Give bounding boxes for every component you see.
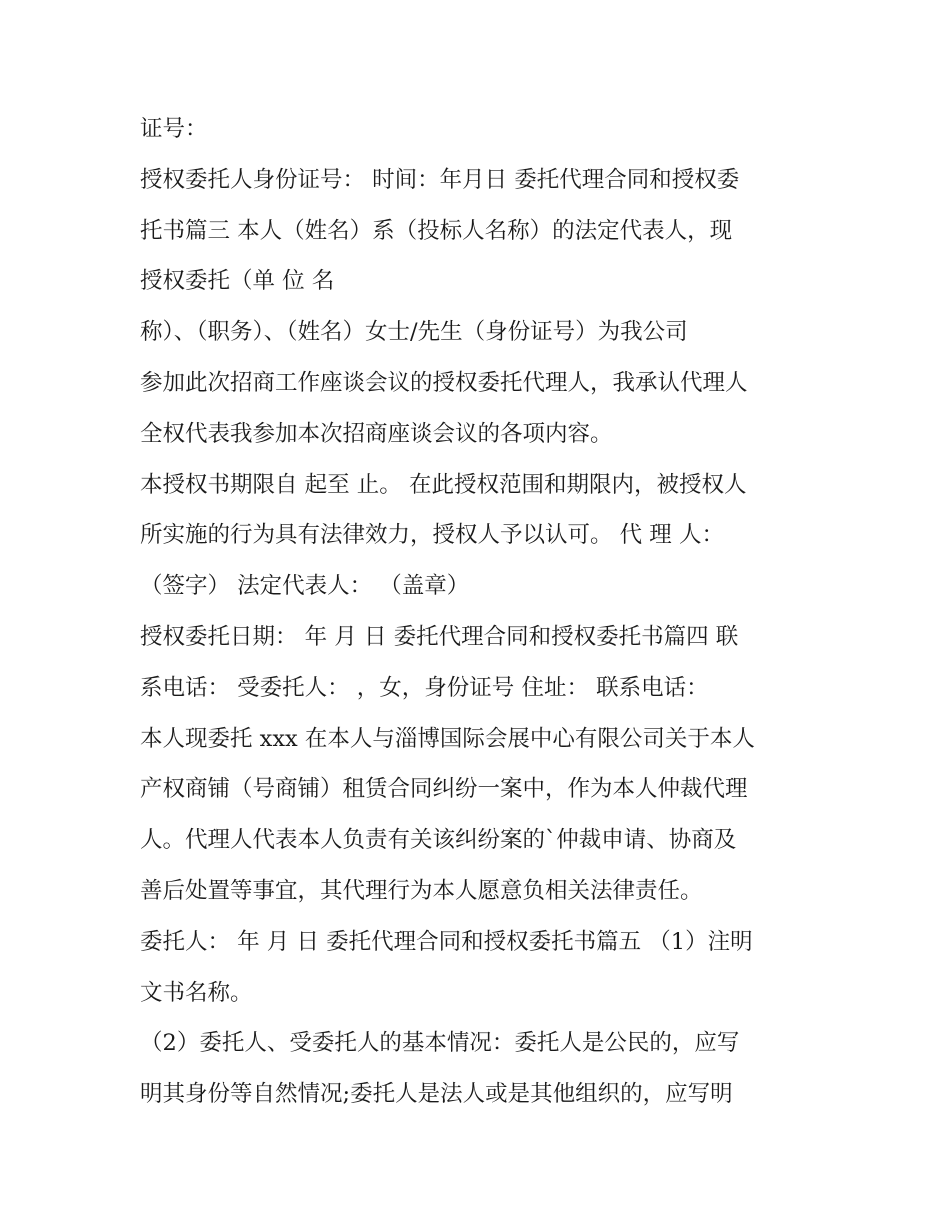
document-body (140, 104, 820, 1120)
text-line: （签字） 法定代表人： （盖章） (140, 573, 470, 600)
text-line: 善后处置等事宜，其代理行为本人愿意负相关法律责任。 (140, 877, 703, 904)
text-line: 明其身份等自然情况;委托人是法人或是其他组织的，应写明 (140, 1081, 733, 1108)
text-line: 本人现委托 xxx 在本人与淄博国际会展中心有限公司关于本人 (140, 725, 755, 752)
text-line: 本授权书期限自 起至 止。 在此授权范围和期限内，被授权人 (140, 471, 747, 498)
text-line: 参加此次招商工作座谈会议的授权委托代理人，我承认代理人 (140, 369, 748, 396)
text-line: 称）、（职务）、（姓名）女士/先生（身份证号）为我公司 (140, 319, 688, 346)
text-line: 所实施的行为具有法律效力，授权人予以认可。 代 理 人： (140, 522, 724, 549)
text-line: 授权委托日期： 年 月 日 委托代理合同和授权委托书篇四 联 (140, 623, 739, 650)
text-line: （2）委托人、受委托人的基本情况：委托人是公民的，应写 (140, 1030, 740, 1057)
text-line: 文书名称。 (140, 979, 253, 1006)
text-line: 委托人： 年 月 日 委托代理合同和授权委托书篇五 （1）注明 (140, 928, 753, 955)
text-line: 产权商铺（号商铺）租赁合同纠纷一案中，作为本人仲裁代理 (140, 776, 748, 803)
text-line: 系电话： 受委托人： ，女，身份证号 住址： 联系电话： (140, 674, 709, 701)
text-line: 证号： (140, 116, 208, 142)
text-line: 授权委托人身份证号： 时间：年月日 委托代理合同和授权委 (140, 166, 740, 193)
text-line: 全权代表我参加本次招商座谈会议的各项内容。 (140, 420, 613, 447)
text-line: 人。代理人代表本人负责有关该纠纷案的`仲裁申请、协商及 (140, 827, 737, 854)
text-line: 托书篇三 本人（姓名）系（投标人名称）的法定代表人，现 (140, 217, 733, 244)
text-line: 授权委托（单 位 名 (140, 268, 335, 295)
